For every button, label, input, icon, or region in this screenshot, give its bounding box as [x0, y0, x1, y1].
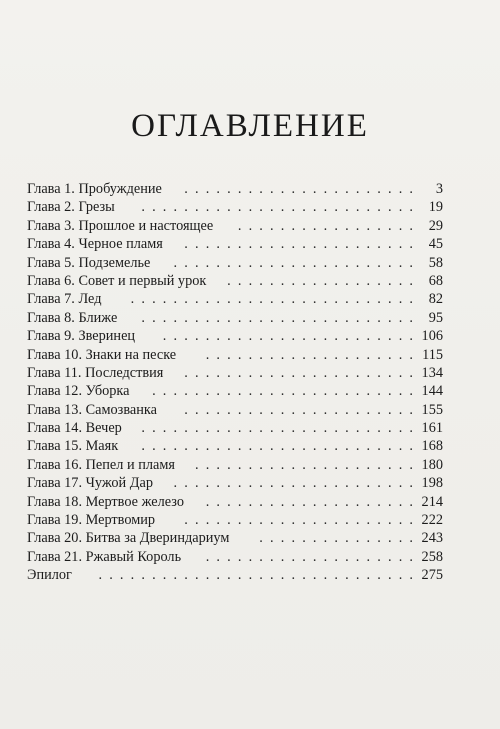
- page-title: ОГЛАВЛЕНИЕ: [131, 108, 369, 144]
- toc-leader-dots: . . . . . . . . . . . . . . . . . . . . . . . . . . .: [130, 291, 413, 308]
- toc-entry: [27, 419, 443, 437]
- toc-page-number: 155: [421, 401, 443, 418]
- toc-entry: [27, 437, 443, 455]
- toc-entry-title: Глава 3. Прошлое и настоящее: [27, 217, 214, 234]
- toc-leader-dots: . . . . . . . . . . . . . . . . . . . . . . .: [173, 475, 413, 492]
- toc-entry: [27, 180, 443, 198]
- toc-entry: [27, 474, 443, 492]
- toc-entry-title: Глава 18. Мертвое железо: [27, 493, 184, 510]
- toc-leader-dots: . . . . . . . . . . . . . . . . . . . . . .: [184, 181, 413, 197]
- toc-entry-title: Глава 11. Последствия: [27, 364, 164, 381]
- toc-page-number: 19: [428, 199, 443, 216]
- toc-leader-dots: . . . . . . . . . . . . . . . . . . . . . .: [184, 401, 413, 418]
- toc-page-number: 222: [421, 512, 443, 529]
- toc-page-number: 45: [428, 236, 443, 253]
- toc-entry-title: Глава 7. Лед: [27, 291, 102, 308]
- toc-entry: [27, 401, 443, 419]
- toc-page-number: 180: [421, 456, 443, 473]
- toc-page-number: 275: [421, 567, 443, 584]
- toc-page-number: 161: [421, 420, 443, 437]
- toc-page-number: 68: [428, 272, 443, 289]
- toc-entry: [27, 290, 443, 308]
- toc-leader-dots: . . . . . . . . . . . . . . . . . . . . . . . . . .: [141, 309, 413, 326]
- toc-entry: [27, 346, 443, 364]
- toc-entry: [27, 364, 443, 382]
- toc-entry-title: Глава 2. Грезы: [27, 199, 115, 216]
- toc-leader-dots: . . . . . . . . . . . . . . . . . . . . . . . . . . . . . .: [98, 567, 413, 584]
- toc-leader-dots: . . . . . . . . . . . . . . . . . . . . . .: [184, 364, 413, 381]
- toc-entry-title: Глава 15. Маяк: [27, 438, 119, 455]
- toc-page-number: 82: [428, 291, 443, 308]
- toc-page-number: 134: [421, 364, 443, 381]
- table-of-contents: [27, 180, 443, 585]
- toc-entry-title: Глава 21. Ржавый Король: [27, 548, 182, 565]
- toc-entry: [27, 493, 443, 511]
- toc-page-number: 198: [421, 475, 443, 492]
- toc-entry: [27, 548, 443, 566]
- toc-page-number: 144: [421, 383, 443, 400]
- toc-entry-title: Глава 14. Вечер: [27, 420, 122, 437]
- toc-entry: [27, 309, 443, 327]
- toc-page-number: 95: [428, 309, 443, 326]
- toc-leader-dots: . . . . . . . . . . . . . . . . . . . . . . .: [173, 254, 413, 271]
- toc-entry: [27, 456, 443, 474]
- toc-leader-dots: . . . . . . . . . . . . . . . . . . . . . . . . . .: [141, 420, 413, 437]
- toc-entry-title: Эпилог: [27, 567, 72, 584]
- toc-entry-title: Глава 13. Самозванка: [27, 401, 157, 418]
- toc-leader-dots: . . . . . . . . . . . . . . . . . . . . . . . . .: [152, 383, 413, 400]
- toc-entry: [27, 511, 443, 529]
- toc-leader-dots: . . . . . . . . . . . . . . . . . . . . . . . . . .: [141, 438, 413, 455]
- toc-page-number: 243: [421, 530, 443, 547]
- toc-entry-title: Глава 20. Битва за Двериндариум: [27, 530, 230, 547]
- toc-leader-dots: . . . . . . . . . . . . . . . . . . . . . .: [184, 512, 413, 529]
- toc-page-number: 115: [422, 346, 443, 363]
- toc-entry-title: Глава 16. Пепел и пламя: [27, 456, 175, 473]
- toc-page-number: 106: [421, 328, 443, 345]
- toc-page-number: 168: [421, 438, 443, 455]
- toc-leader-dots: . . . . . . . . . . . . . . . . . . . .: [205, 548, 413, 565]
- toc-leader-dots: . . . . . . . . . . . . . . . . . . . . . . . . . .: [141, 199, 413, 216]
- toc-entry-title: Глава 10. Знаки на песке: [27, 346, 177, 363]
- toc-entry: [27, 235, 443, 253]
- toc-entry-title: Глава 1. Пробуждение: [27, 181, 162, 197]
- toc-leader-dots: . . . . . . . . . . . . . . . . . . . . . . . .: [162, 328, 413, 345]
- toc-entry: [27, 254, 443, 272]
- toc-entry: [27, 566, 443, 584]
- toc-entry-title: Глава 12. Уборка: [27, 383, 130, 400]
- toc-entry: [27, 327, 443, 345]
- toc-entry-title: Глава 17. Чужой Дар: [27, 475, 153, 492]
- toc-leader-dots: . . . . . . . . . . . . . . . . . .: [227, 272, 413, 289]
- toc-entry: [27, 198, 443, 216]
- toc-entry-title: Глава 5. Подземелье: [27, 254, 151, 271]
- toc-entry: [27, 382, 443, 400]
- toc-entry-title: Глава 6. Совет и первый урок: [27, 272, 207, 289]
- toc-entry-title: Глава 19. Мертвомир: [27, 512, 156, 529]
- toc-entry: [27, 529, 443, 547]
- toc-leader-dots: . . . . . . . . . . . . . . . . . . . .: [205, 493, 413, 510]
- toc-entry-title: Глава 8. Ближе: [27, 309, 118, 326]
- toc-leader-dots: . . . . . . . . . . . . . . . . . . . .: [205, 346, 413, 363]
- toc-page-number: 29: [428, 217, 443, 234]
- toc-leader-dots: . . . . . . . . . . . . . . . . . . . . .: [194, 456, 413, 473]
- toc-page-number: 214: [421, 493, 443, 510]
- toc-entry-title: Глава 4. Черное пламя: [27, 236, 163, 253]
- toc-page-number: 258: [421, 548, 443, 565]
- toc-leader-dots: . . . . . . . . . . . . . . . . .: [237, 217, 413, 234]
- toc-leader-dots: . . . . . . . . . . . . . . .: [259, 530, 413, 547]
- toc-leader-dots: . . . . . . . . . . . . . . . . . . . . . .: [184, 236, 413, 253]
- toc-entry-title: Глава 9. Зверинец: [27, 328, 136, 345]
- toc-entry: [27, 272, 443, 290]
- toc-page-number: 58: [428, 254, 443, 271]
- toc-entry: [27, 217, 443, 235]
- toc-page-number: 3: [435, 181, 443, 197]
